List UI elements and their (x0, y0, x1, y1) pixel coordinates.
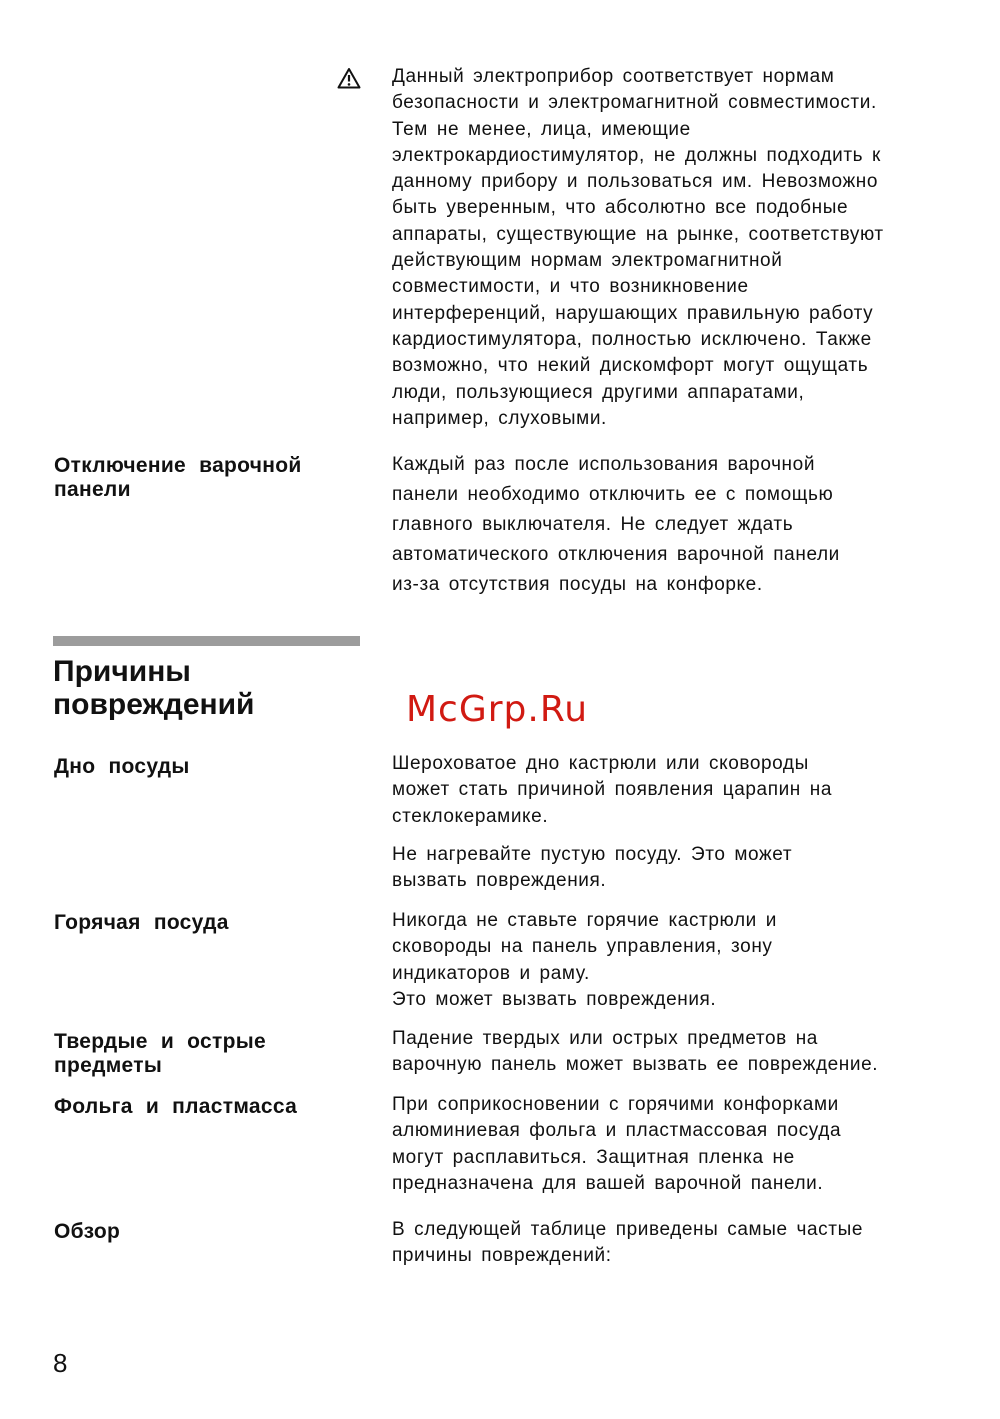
text-line: сковороды на панель управления, зону (392, 936, 773, 958)
text-line: панели необходимо отключить ее с помощью (392, 484, 834, 505)
overview-heading: Обзор (54, 1220, 121, 1243)
text-line: кардиостимулятора, полностью исключено. Также (392, 328, 872, 350)
text-line: алюминиевая фольга и пластмассовая посуда (392, 1120, 842, 1142)
text-line: совместимости, и что возникновение (392, 276, 749, 298)
text-line: возможно, что некий дискомфорт могут ощущать (392, 355, 869, 377)
text-line: Никогда не ставьте горячие кастрюли и (392, 910, 777, 931)
hot-cookware-heading: Горячая посуда (54, 911, 229, 934)
text-line: главного выключателя. Не следует ждать (392, 514, 794, 535)
text-line: Тем не менее, лица, имеющие (392, 118, 691, 140)
text-line: безопасности и электромагнитной совместимости. (392, 92, 877, 114)
text-line: вызвать повреждения. (392, 870, 607, 892)
foil-plastic-heading: Фольга и пластмасса (54, 1095, 298, 1118)
text-line: данному прибору и пользоваться им. Невозможно (392, 171, 879, 193)
text-line: Шероховатое дно кастрюли или сковороды (392, 753, 809, 774)
pacemaker-warning-text (392, 64, 982, 432)
overview-text (392, 1217, 982, 1270)
text-line: могут расплавиться. Защитная пленка не (392, 1146, 795, 1168)
text-line: Каждый раз после использования варочной (392, 454, 816, 475)
text-line: аппараты, существующие на рынке, соответствуют (392, 223, 884, 245)
section-title (53, 655, 373, 721)
heading-line: панели (54, 478, 131, 501)
heading-line: Твердые и острые (54, 1030, 266, 1053)
text-line: Это может вызвать повреждения. (392, 988, 717, 1010)
heading-line: предметы (54, 1054, 163, 1077)
foil-plastic-text (392, 1092, 982, 1197)
hard-objects-heading (54, 1030, 354, 1078)
text-line: В следующей таблице приведены самые частые (392, 1219, 864, 1240)
hard-objects-text (392, 1026, 982, 1079)
text-line: может стать причиной появления царапин на (392, 779, 833, 801)
cookware-base-heading: Дно посуды (54, 755, 190, 778)
text-line: При соприкосновении с горячими конфорками (392, 1094, 839, 1115)
text-line: Данный электроприбор соответствует нормам (392, 66, 835, 87)
title-line: Причины (53, 655, 191, 688)
text-line: электрокардиостимулятор, не должны подходить к (392, 144, 881, 166)
section-divider (53, 636, 360, 646)
text-line: действующим нормам электромагнитной (392, 250, 783, 272)
page-number: 8 (53, 1348, 68, 1378)
text-line: быть уверенным, что абсолютно все подобные (392, 197, 849, 219)
text-line: из-за отсутствия посуды на конфорке. (392, 574, 763, 595)
watermark: McGrp.Ru (406, 689, 589, 730)
title-line: повреждений (53, 688, 255, 721)
text-line: стеклокерамике. (392, 805, 549, 827)
text-line: люди, пользующиеся другими аппаратами, (392, 381, 805, 403)
switch-off-text (392, 450, 982, 600)
text-line: варочную панель может вызвать ее повреждение. (392, 1054, 879, 1076)
text-line: автоматического отключения варочной панели (392, 544, 840, 565)
warning-triangle-icon (337, 67, 361, 89)
text-line: Не нагревайте пустую посуду. Это может (392, 844, 793, 865)
text-line: предназначена для вашей варочной панели. (392, 1172, 824, 1194)
text-line: индикаторов и раму. (392, 962, 590, 984)
heading-line: Отключение варочной (54, 454, 302, 477)
switch-off-heading (54, 454, 354, 502)
hot-cookware-text (392, 908, 982, 1013)
text-line: Падение твердых или острых предметов на (392, 1028, 818, 1049)
cookware-base-text (392, 751, 982, 830)
text-line: причины повреждений: (392, 1245, 612, 1267)
empty-cookware-text (392, 842, 982, 895)
text-line: например, слуховыми. (392, 407, 607, 429)
text-line: интерференций, нарушающих правильную работу (392, 302, 874, 324)
